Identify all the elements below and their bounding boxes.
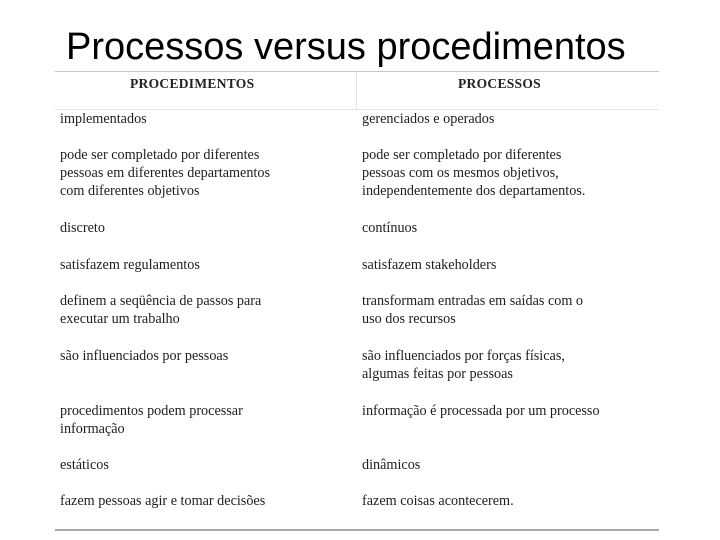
cell-processos: contínuos	[362, 220, 418, 236]
cell-procedimentos: definem a seqüência de passos para executar um trabalho	[60, 293, 262, 327]
cell-procedimentos: são influenciados por pessoas	[60, 348, 229, 364]
column-divider	[356, 72, 357, 109]
column-header-procedimentos: PROCEDIMENTOS	[130, 76, 255, 91]
table-header	[55, 72, 659, 110]
cell-procedimentos: pode ser completado por diferentes pessoas em diferentes departamentos com diferentes objetivos	[60, 147, 270, 199]
cell-procedimentos: satisfazem regulamentos	[60, 257, 200, 273]
cell-processos: dinâmicos	[362, 457, 421, 473]
column-header-processos: PROCESSOS	[458, 76, 541, 91]
comparison-table	[55, 71, 659, 531]
cell-processos: gerenciados e operados	[362, 111, 495, 127]
cell-processos: transformam entradas em saídas com o uso dos recursos	[362, 293, 584, 327]
cell-processos: fazem coisas acontecerem.	[362, 493, 514, 509]
cell-procedimentos: discreto	[60, 220, 105, 236]
cell-procedimentos: procedimentos podem processar informação	[60, 403, 243, 437]
cell-processos: são influenciados por forças físicas, algumas feitas por pessoas	[362, 348, 565, 382]
cell-processos: satisfazem stakeholders	[362, 257, 497, 273]
cell-procedimentos: implementados	[60, 111, 147, 127]
page-title: Processos versus procedimentos	[66, 26, 626, 68]
cell-procedimentos: estáticos	[60, 457, 109, 473]
cell-processos: pode ser completado por diferentes pessoas com os mesmos objetivos, independentemente dos departamentos.	[362, 147, 586, 199]
cell-processos: informação é processada por um processo	[362, 403, 600, 419]
cell-procedimentos: fazem pessoas agir e tomar decisões	[60, 493, 266, 509]
